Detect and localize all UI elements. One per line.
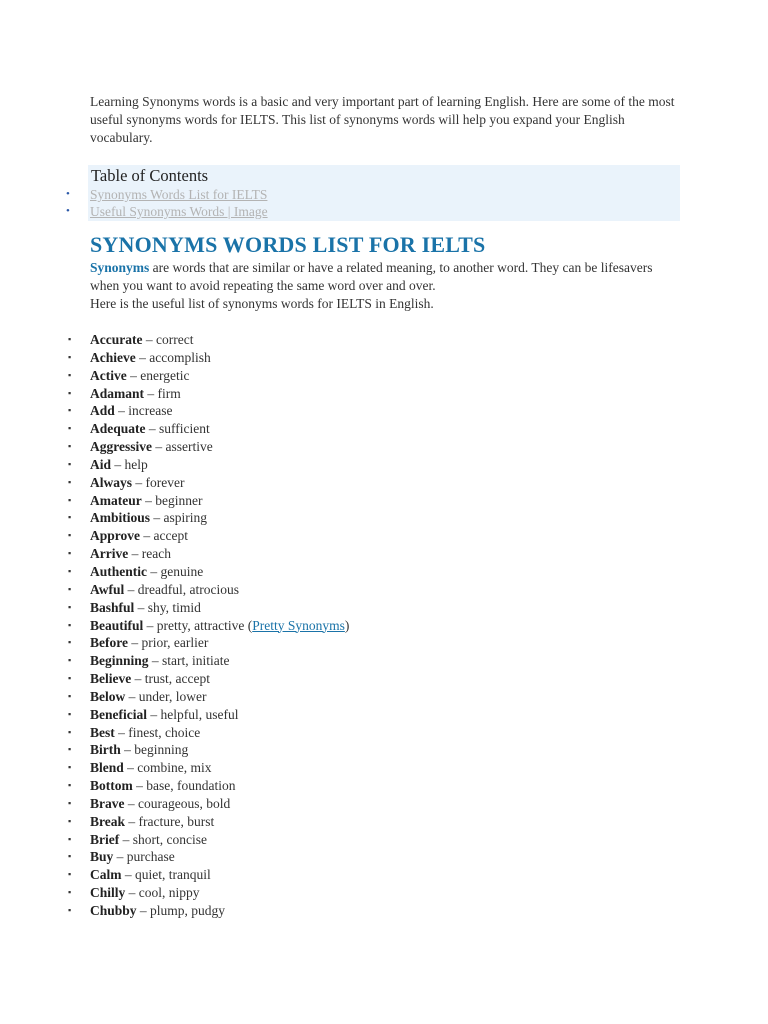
word-separator: – (140, 528, 154, 544)
list-item (68, 813, 349, 831)
word-separator: – (152, 439, 166, 455)
list-item (68, 527, 349, 545)
list-item (68, 331, 349, 349)
word-synonyms: genuine (160, 563, 204, 579)
list-item (68, 509, 349, 527)
word-separator: – (147, 706, 161, 722)
word-synonyms: short, concise (132, 831, 207, 847)
word-synonyms: base, foundation (146, 778, 236, 794)
word-term: Chubby (90, 903, 137, 918)
word-term: Authentic (90, 563, 147, 579)
list-item (68, 724, 349, 742)
word-separator: – (136, 903, 151, 918)
list-item (68, 741, 349, 759)
square-bullet-icon: ▪ (68, 905, 72, 915)
square-bullet-icon: ▪ (68, 762, 72, 773)
word-synonyms: shy, timid (147, 599, 201, 615)
word-synonyms: plump, pudgy (150, 903, 226, 918)
word-synonyms: dreadful, atrocious (137, 581, 239, 597)
word-term: Active (90, 367, 127, 383)
word-term: Ambitious (90, 510, 151, 526)
bullet-icon: • (66, 205, 70, 217)
square-bullet-icon: ▪ (68, 655, 72, 666)
word-synonyms: combine, mix (137, 760, 212, 776)
word-synonyms: courageous, bold (138, 795, 231, 811)
word-synonyms: quiet, tranquil (135, 867, 211, 883)
word-term: Birth (90, 742, 121, 758)
list-item (68, 349, 349, 367)
square-bullet-icon: ▪ (68, 548, 72, 559)
word-synonyms: help (124, 456, 148, 472)
square-bullet-icon: ▪ (68, 637, 72, 648)
word-synonyms: finest, choice (128, 724, 201, 740)
word-term: Approve (90, 528, 141, 544)
synonyms-word-list (68, 331, 350, 920)
word-synonyms: aspiring (163, 510, 208, 526)
square-bullet-icon: ▪ (68, 851, 72, 862)
word-synonyms: sufficient (159, 421, 210, 437)
word-separator: – (114, 403, 129, 419)
list-item (68, 367, 349, 385)
word-separator: – (125, 688, 139, 704)
pretty-synonyms-link[interactable]: Pretty Synonyms (252, 617, 345, 633)
square-bullet-icon: ▪ (68, 512, 72, 523)
word-separator: – (125, 813, 139, 829)
word-synonyms: increase (128, 403, 173, 419)
word-separator: – (128, 546, 142, 562)
word-term: Arrive (90, 546, 129, 562)
list-item (68, 706, 349, 724)
word-term: Bashful (90, 599, 135, 615)
list-item (68, 385, 349, 403)
word-synonyms: fracture, burst (138, 813, 215, 829)
word-term: Best (90, 724, 115, 740)
word-separator: – (125, 885, 139, 901)
word-term: Beautiful (90, 617, 144, 633)
list-item (68, 492, 349, 510)
word-synonyms: trust, accept (144, 671, 210, 687)
list-item (68, 456, 349, 474)
list-item (68, 884, 349, 902)
word-separator: – (145, 421, 160, 437)
word-separator: – (142, 332, 156, 347)
word-term: Blend (90, 760, 124, 776)
list-item (68, 902, 349, 920)
word-synonyms: start, initiate (162, 653, 230, 669)
square-bullet-icon: ▪ (68, 833, 72, 844)
list-item (68, 599, 349, 617)
word-synonyms: accomplish (149, 349, 211, 365)
toc-item (66, 186, 268, 203)
word-term: Adamant (90, 385, 145, 401)
word-term: Aid (90, 456, 112, 472)
list-item (68, 581, 349, 599)
word-synonyms: beginner (155, 492, 203, 508)
list-item (68, 670, 349, 688)
square-bullet-icon: ▪ (68, 494, 72, 505)
word-synonyms: energetic (140, 367, 190, 383)
list-item (68, 848, 349, 866)
word-separator: – (119, 831, 133, 847)
word-synonyms: prior, earlier (141, 635, 209, 651)
word-term: Bottom (90, 778, 133, 794)
word-term: Below (90, 688, 126, 704)
word-separator: – (113, 849, 127, 865)
square-bullet-icon: ▪ (68, 869, 72, 880)
word-closing-paren: ) (344, 617, 350, 633)
word-synonyms: under, lower (138, 688, 207, 704)
word-synonyms: forever (145, 474, 185, 490)
square-bullet-icon: ▪ (68, 369, 72, 380)
square-bullet-icon: ▪ (68, 726, 72, 737)
square-bullet-icon: ▪ (68, 530, 72, 541)
word-term: Adequate (90, 421, 146, 437)
square-bullet-icon: ▪ (68, 673, 72, 684)
word-separator: – (143, 617, 157, 633)
word-separator: – (124, 581, 138, 597)
section-description (90, 259, 680, 313)
list-item (68, 777, 349, 795)
synonyms-term: Synonyms (90, 260, 150, 275)
list-item (68, 545, 349, 563)
intro-paragraph: Learning Synonyms words is a basic and very important part of learning English. Here are some of the most useful synonyms words for IELTS. This list of synonyms words will help you expand your English vocabulary. (90, 94, 675, 145)
toc-link-synonyms-image[interactable]: Useful Synonyms Words | Image (90, 204, 268, 219)
toc-link-synonyms-list[interactable]: Synonyms Words List for IELTS (90, 187, 268, 202)
section-lead-text: are words that are similar or have a related meaning, to another word. They can be lifesavers when you want to avoid repeating the same word over and over. (90, 260, 653, 293)
word-term: Amateur (90, 492, 142, 508)
word-separator: – (124, 795, 138, 811)
list-item (68, 831, 349, 849)
square-bullet-icon: ▪ (68, 387, 72, 398)
square-bullet-icon: ▪ (68, 797, 72, 808)
word-synonyms: firm (157, 385, 181, 401)
square-bullet-icon: ▪ (68, 423, 72, 434)
word-separator: – (111, 456, 125, 472)
word-term: Buy (90, 849, 114, 865)
word-term: Add (90, 403, 115, 419)
square-bullet-icon: ▪ (68, 815, 72, 826)
square-bullet-icon: ▪ (68, 441, 72, 452)
table-of-contents (66, 165, 680, 221)
section-title: SYNONYMS WORDS LIST FOR IELTS (90, 232, 486, 257)
word-term: Aggressive (90, 439, 152, 455)
word-separator: – (126, 367, 141, 383)
square-bullet-icon: ▪ (68, 690, 72, 701)
word-separator: – (132, 778, 147, 794)
list-item (68, 652, 349, 670)
word-term: Achieve (90, 349, 136, 365)
word-separator: – (131, 671, 145, 687)
square-bullet-icon: ▪ (68, 708, 72, 719)
word-synonyms: cool, nippy (138, 885, 200, 901)
word-synonyms: purchase (126, 849, 175, 865)
word-separator: – (134, 599, 148, 615)
word-synonyms: helpful, useful (160, 706, 239, 722)
word-separator: – (144, 385, 158, 401)
square-bullet-icon: ▪ (68, 334, 72, 344)
list-item (68, 474, 349, 492)
bullet-icon: • (66, 188, 70, 200)
list-item (68, 420, 349, 438)
square-bullet-icon: ▪ (68, 601, 72, 612)
word-synonyms: reach (141, 546, 171, 562)
square-bullet-icon: ▪ (68, 619, 72, 630)
list-item (68, 634, 349, 652)
list-item (68, 759, 349, 777)
word-separator: – (132, 474, 146, 490)
list-item (68, 688, 349, 706)
word-term: Awful (90, 581, 125, 597)
word-term: Brave (90, 795, 125, 811)
word-separator: – (123, 760, 138, 776)
list-item (68, 617, 350, 635)
word-separator: – (127, 635, 142, 651)
square-bullet-icon: ▪ (68, 405, 72, 416)
toc-title: Table of Contents (91, 166, 209, 185)
word-separator: – (148, 653, 163, 669)
list-item (68, 402, 349, 420)
word-term: Before (90, 635, 128, 651)
word-term: Chilly (90, 885, 126, 901)
word-term: Beginning (90, 653, 149, 669)
word-term: Break (90, 813, 126, 829)
word-separator: – (150, 510, 164, 526)
section-line-2: Here is the useful list of synonyms words for IELTS in English. (90, 296, 434, 311)
word-term: Beneficial (90, 706, 147, 722)
word-separator: – (141, 492, 156, 508)
square-bullet-icon: ▪ (68, 565, 72, 576)
word-separator: – (121, 867, 135, 883)
word-term: Accurate (90, 332, 143, 347)
word-synonyms: pretty, attractive ( (156, 617, 253, 633)
word-separator: – (147, 563, 161, 579)
word-term: Calm (90, 867, 122, 883)
list-item (68, 438, 349, 456)
square-bullet-icon: ▪ (68, 744, 72, 755)
word-synonyms: assertive (165, 439, 213, 455)
square-bullet-icon: ▪ (68, 583, 72, 594)
square-bullet-icon: ▪ (68, 458, 72, 469)
word-synonyms: correct (155, 332, 194, 347)
square-bullet-icon: ▪ (68, 887, 72, 898)
toc-item (66, 203, 268, 220)
list-item (68, 795, 349, 813)
square-bullet-icon: ▪ (68, 476, 72, 487)
word-separator: – (114, 724, 129, 740)
word-term: Believe (90, 671, 132, 687)
word-synonyms: beginning (134, 742, 189, 758)
list-item (68, 563, 349, 581)
square-bullet-icon: ▪ (68, 351, 72, 362)
word-separator: – (120, 742, 135, 758)
toc-list (66, 186, 268, 220)
word-term: Brief (90, 831, 120, 847)
word-term: Always (90, 474, 133, 490)
square-bullet-icon: ▪ (68, 780, 72, 791)
list-item (68, 866, 349, 884)
word-synonyms: accept (153, 528, 188, 544)
word-separator: – (135, 349, 150, 365)
